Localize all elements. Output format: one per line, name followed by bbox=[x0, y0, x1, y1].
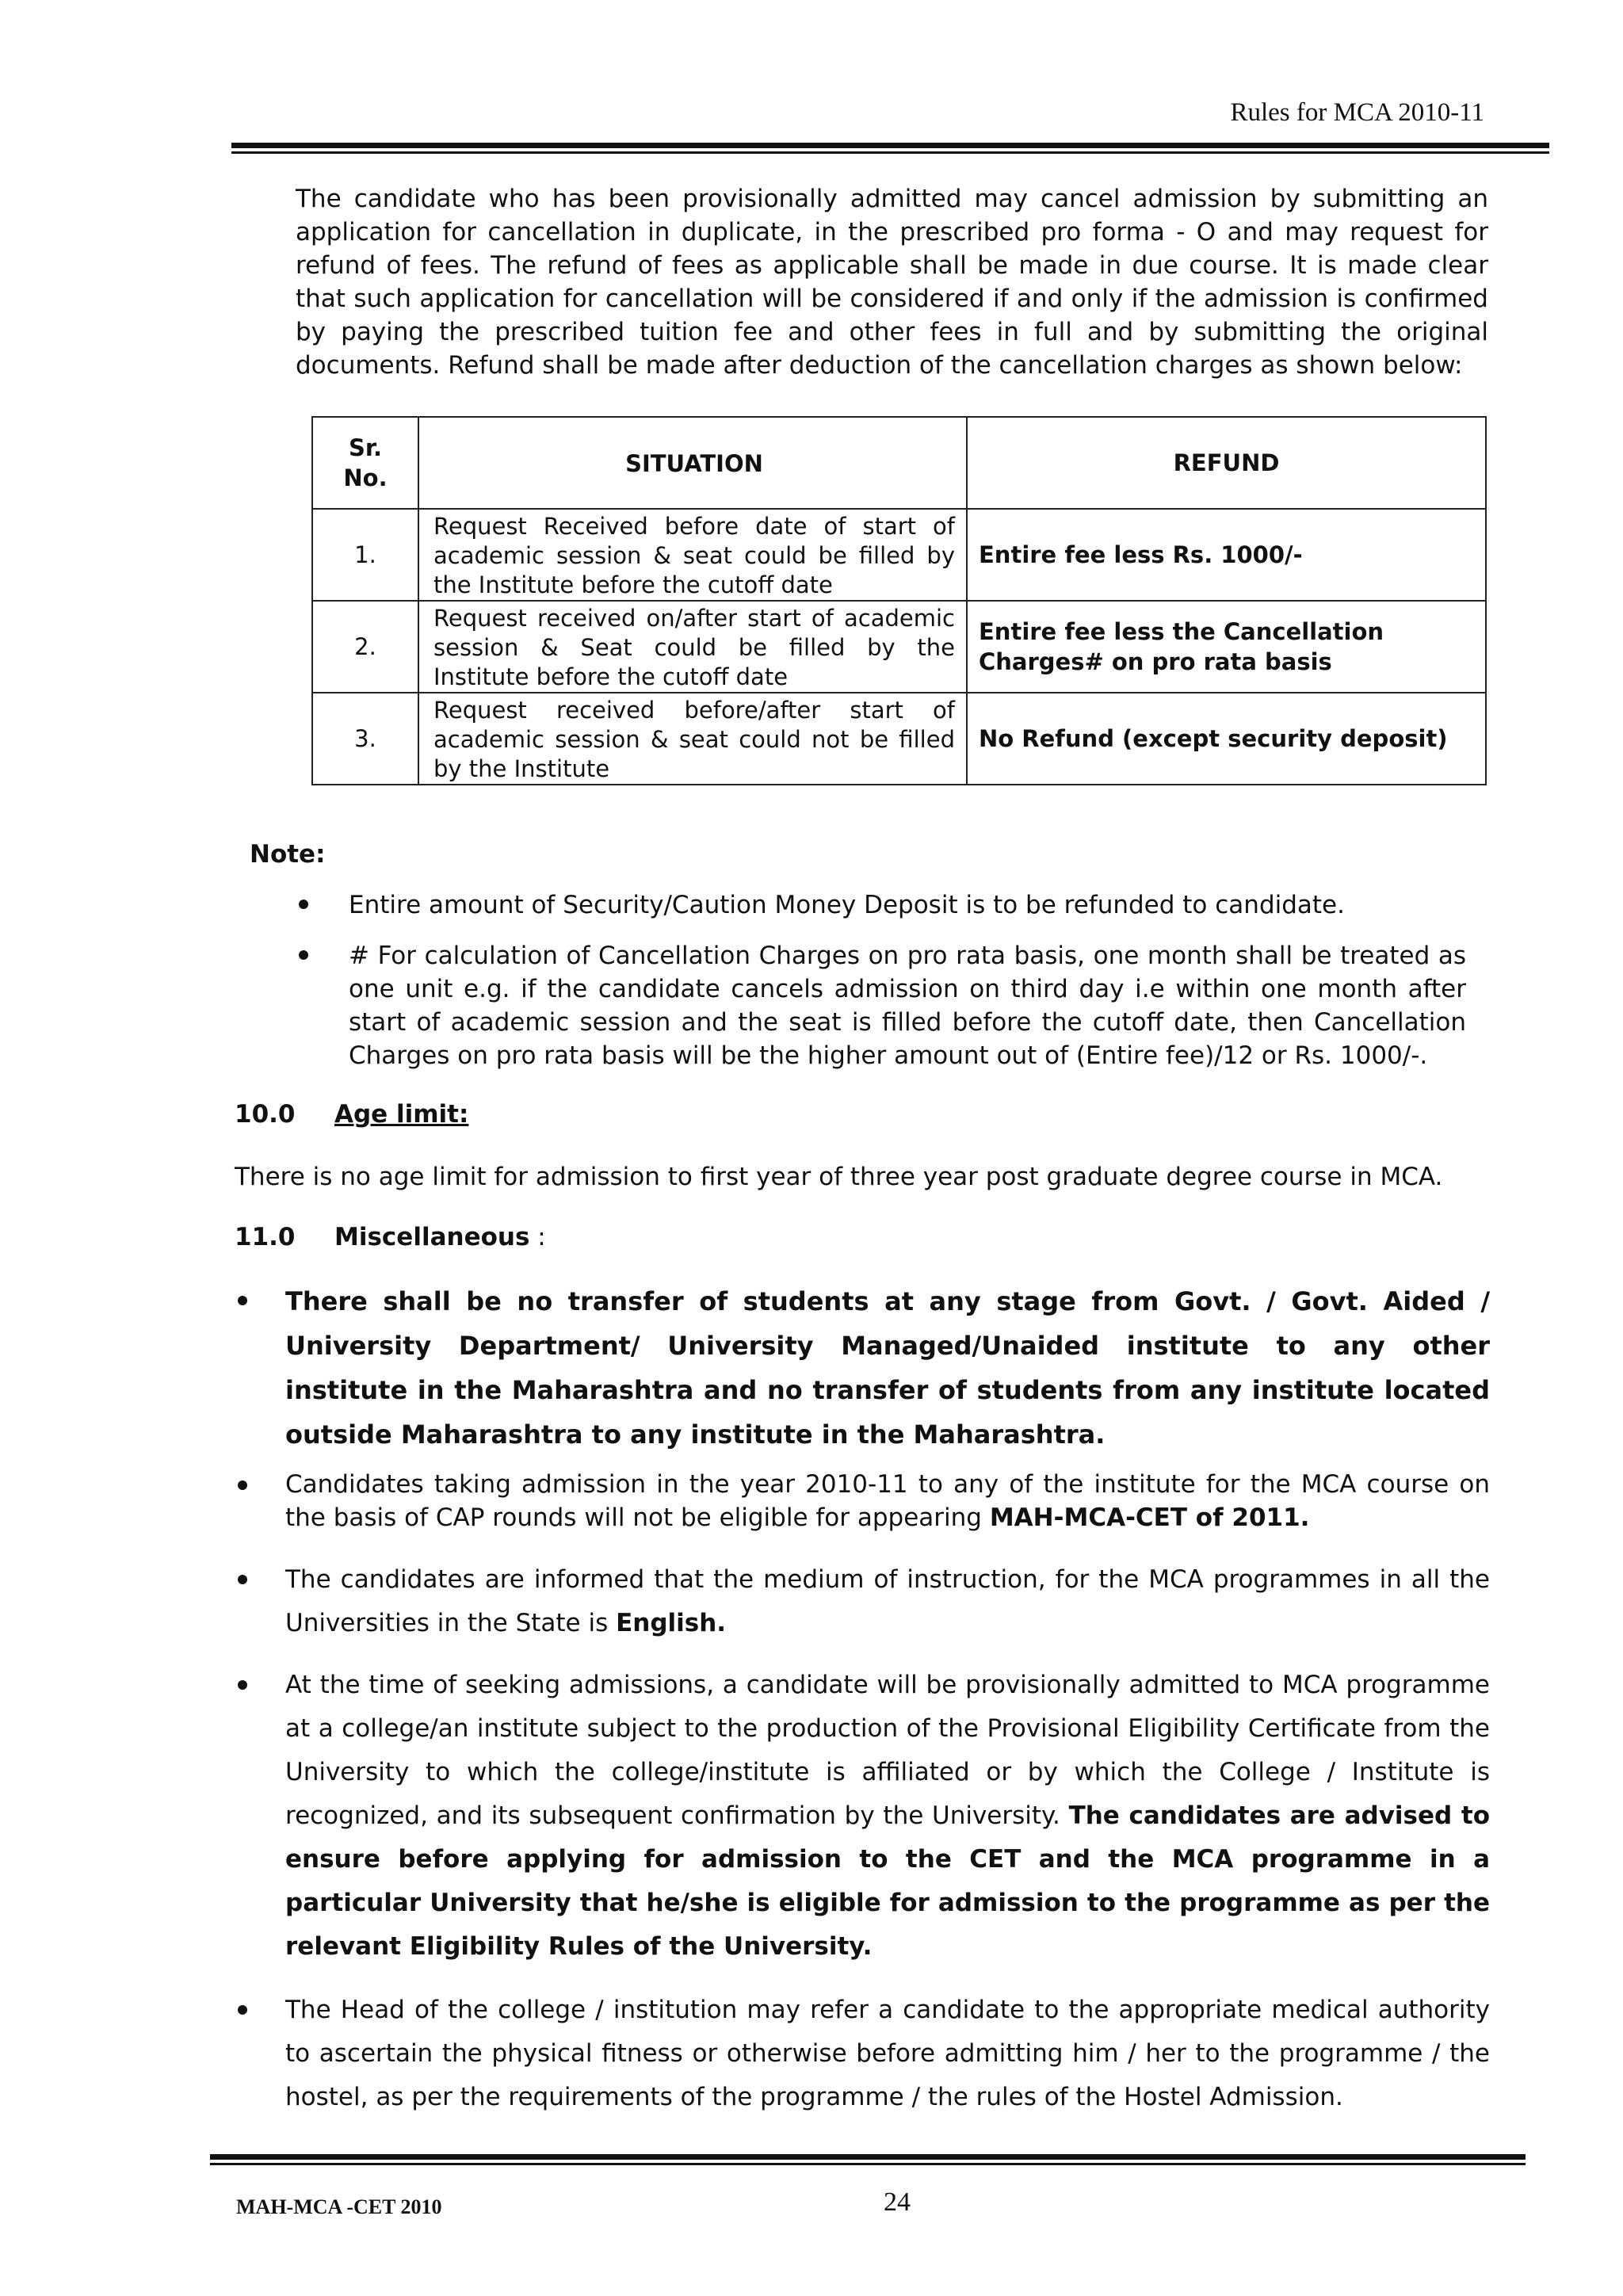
table-row bbox=[312, 601, 1486, 693]
header-rule-thin bbox=[231, 151, 1549, 154]
bullet-icon bbox=[238, 1575, 247, 1584]
misc-bullet-text: Candidates taking admission in the year 2010-11 to any of the institute for the MCA course on the basis of CAP rounds will not be eligible for appearing bbox=[285, 1470, 1490, 1532]
page-number: 24 bbox=[884, 2187, 911, 2217]
cell-sr: 2. bbox=[312, 601, 418, 693]
cell-situation: Request Received before date of start of academic session & seat could be filled by the Institute before the cutoff date bbox=[418, 509, 967, 601]
bullet-icon bbox=[299, 900, 308, 909]
section-title-colon: : bbox=[529, 1223, 546, 1251]
cell-refund: No Refund (except security deposit) bbox=[967, 693, 1486, 785]
footer-left: MAH-MCA -CET 2010 bbox=[236, 2195, 442, 2218]
cell-sr: 3. bbox=[312, 693, 418, 785]
bullet-icon bbox=[299, 950, 308, 960]
table-row bbox=[312, 509, 1486, 601]
section-heading bbox=[334, 1223, 546, 1251]
section-title: Miscellaneous bbox=[334, 1223, 530, 1251]
cell-sr: 1. bbox=[312, 509, 418, 601]
misc-bullet-bold: MAH-MCA-CET of 2011. bbox=[989, 1503, 1310, 1532]
misc-bullet-bold: The candidates are advised to ensure before applying for admission to the CET and the MCA programme in a particular University that he/she is eligible for admission to the programme as per the relevant Eligibility Rules of the University. bbox=[285, 1801, 1490, 1961]
cell-refund: Entire fee less the Cancellation Charges# on pro rata basis bbox=[967, 601, 1486, 693]
section-number: 10.0 bbox=[235, 1100, 296, 1129]
bullet-icon bbox=[238, 2005, 247, 2015]
bullet-icon bbox=[238, 1680, 247, 1690]
cell-situation: Request received before/after start of academic session & seat could not be filled by the Institute bbox=[418, 693, 967, 785]
footer-rule-thick bbox=[210, 2154, 1526, 2160]
header-rule-thick bbox=[231, 143, 1549, 148]
table-header-row bbox=[312, 417, 1486, 509]
misc-bullet bbox=[285, 1468, 1490, 1534]
footer-rule-thin bbox=[210, 2163, 1526, 2165]
misc-bullet: There shall be no transfer of students at any stage from Govt. / Govt. Aided / University Department/ University Managed/Unaided institute to any other institute in the Maharashtra and no transfer of students from any institute located outside Maharashtra to any institute in the Maharashtra. bbox=[285, 1286, 1490, 1450]
cell-situation: Request received on/after start of academic session & Seat could be filled by the Institute before the cutoff date bbox=[418, 601, 967, 693]
intro-paragraph: The candidate who has been provisionally admitted may cancel admission by submitting an application for cancellation in duplicate, in the prescribed pro forma - O and may request for refund of fees. The refund of fees as applicable shall be made in due course. It is made clear that such application for cancellation will be considered if and only if the admission is confirmed by paying the prescribed tuition fee and other fees in full and by submitting the original documents. Refund shall be made after deduction of the cancellation charges as shown below: bbox=[296, 185, 1488, 380]
note-item: # For calculation of Cancellation Charges on pro rata basis, one month shall be treated as one unit e.g. if the candidate cancels admission on third day i.e within one month after start of academic session and the seat is filled before the cutoff date, then Cancellation Charges on pro rata basis will be the higher amount out of (Entire fee)/12 or Rs. 1000/-. bbox=[349, 942, 1466, 1070]
bullet-icon bbox=[238, 1296, 247, 1305]
misc-bullet-bold: English. bbox=[616, 1609, 727, 1637]
section-text: There is no age limit for admission to first year of three year post graduate degree course in MCA. bbox=[235, 1163, 1443, 1191]
table-row bbox=[312, 693, 1486, 785]
misc-bullet bbox=[285, 1558, 1490, 1645]
running-header: Rules for MCA 2010-11 bbox=[1230, 98, 1484, 127]
refund-table bbox=[311, 416, 1487, 785]
note-label: Note: bbox=[250, 840, 326, 869]
col-header-refund: REFUND bbox=[967, 417, 1486, 509]
misc-bullet-text: The candidates are informed that the medium of instruction, for the MCA programmes in all the Universities in the State is bbox=[285, 1565, 1490, 1637]
bullet-icon bbox=[238, 1480, 247, 1490]
misc-bullet: The Head of the college / institution may refer a candidate to the appropriate medical authority to ascertain the physical fitness or otherwise before admitting him / her to the programme / the hostel, as per the requirements of the programme / the rules of the Hostel Admission. bbox=[285, 1996, 1490, 2111]
misc-bullet bbox=[285, 1664, 1490, 1969]
note-item: Entire amount of Security/Caution Money Deposit is to be refunded to candidate. bbox=[349, 891, 1345, 919]
misc-bullet-text: At the time of seeking admissions, a candidate will be provisionally admitted to MCA programme at a college/an institute subject to the production of the Provisional Eligibility Certificate from the University to which the college/institute is affiliated or by which the College / Institute is recognized, and its subsequent confirmation by the University. bbox=[285, 1671, 1490, 1830]
col-header-sr: Sr. No. bbox=[312, 417, 418, 509]
section-title: Age limit: bbox=[334, 1100, 469, 1129]
section-number: 11.0 bbox=[235, 1223, 296, 1251]
cell-refund: Entire fee less Rs. 1000/- bbox=[967, 509, 1486, 601]
col-header-situation: SITUATION bbox=[418, 417, 967, 509]
